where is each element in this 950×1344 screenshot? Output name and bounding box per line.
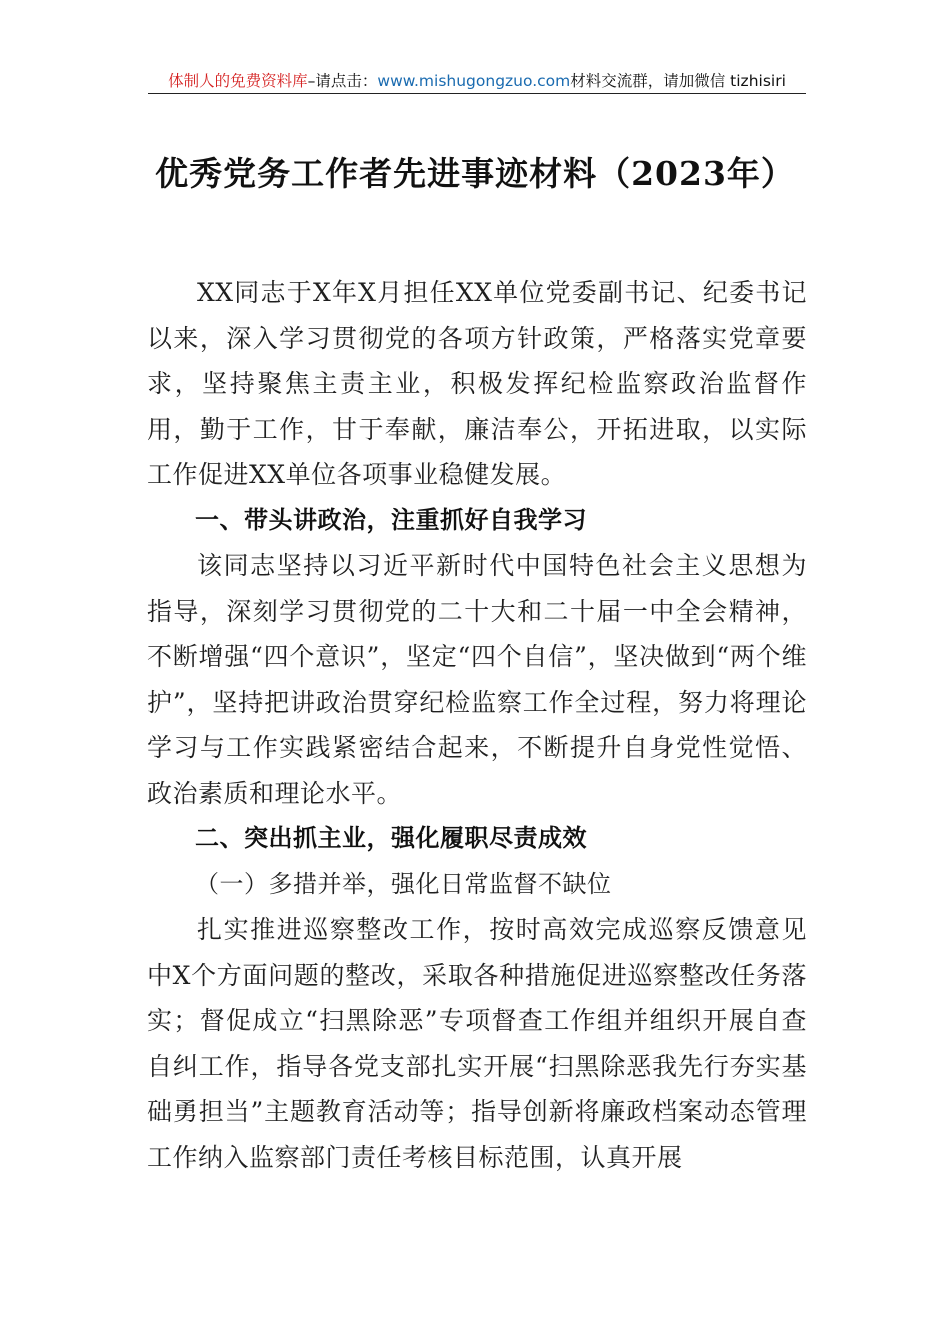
section-heading-2: 二、突出抓主业，强化履职尽责成效 bbox=[195, 824, 587, 852]
header-banner bbox=[148, 64, 806, 94]
document-body bbox=[147, 270, 807, 1180]
section-heading-1: 一、带头讲政治，注重抓好自我学习 bbox=[195, 505, 587, 534]
intro-paragraph: XX同志于X年X月担任XX单位党委副书记、纪委书记以来，深入学习贯彻党的各项方针政策，严格落实党章要求，坚持聚焦主责主业，积极发挥纪检监察政治监督作用，勤于工作，甘于奉献，廉洁奉公，开拓进取，以实际工作促进XX单位各项事业稳健发展。 bbox=[147, 278, 807, 489]
subheading-1: （一）多措并举，强化日常监督不缺位 bbox=[195, 869, 612, 898]
header-brand[interactable]: 体制人的免费资料库 bbox=[168, 72, 308, 90]
section-2-paragraph: 扎实推进巡察整改工作，按时高效完成巡察反馈意见中X个方面问题的整改，采取各种措施促进巡察整改任务落实；督促成立“扫黑除恶”专项督查工作组并组织开展自查自纠工作，指导各党支部扎实开展“扫黑除恶我先行夯实基础勇担当”主题教育活动等；指导创新将廉政档案动态管理工作纳入监察部门责任考核目标范围，认真开展 bbox=[147, 915, 807, 1172]
header-prompt: –请点击： bbox=[307, 72, 378, 90]
section-1-paragraph: 该同志坚持以习近平新时代中国特色社会主义思想为指导，深刻学习贯彻党的二十大和二十届一中全会精神，不断增强“四个意识”，坚定“四个自信”，坚决做到“两个维护”，坚持把讲政治贯穿纪检监察工作全过程，努力将理论学习与工作实践紧密结合起来，不断提升自身党性觉悟、政治素质和理论水平。 bbox=[147, 551, 807, 808]
header-url-link[interactable]: www.mishugongzuo.com bbox=[377, 72, 571, 90]
header-contact: 材料交流群，请加微信 tizhisiri bbox=[570, 72, 786, 90]
document-title: 优秀党务工作者先进事迹材料（2023年） bbox=[155, 154, 795, 193]
